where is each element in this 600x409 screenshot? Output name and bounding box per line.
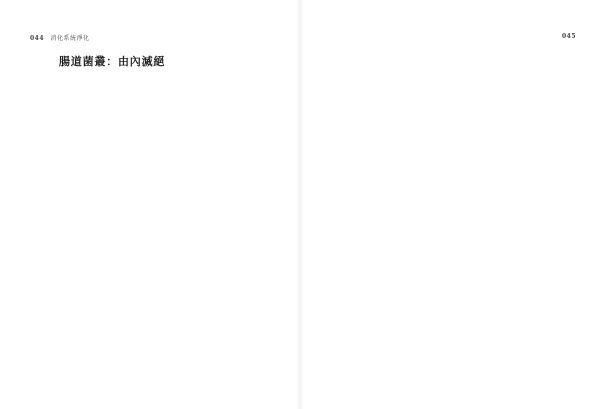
book-title: 消化系統淨化 [50,35,90,42]
left-page-header [26,33,89,42]
chapter-title: 腸道菌叢：由內滅絕 [59,55,166,68]
right-page-number: 045 [561,33,576,40]
right-page [300,0,600,409]
right-page-header [558,33,580,40]
left-page-number: 044 [30,35,45,42]
